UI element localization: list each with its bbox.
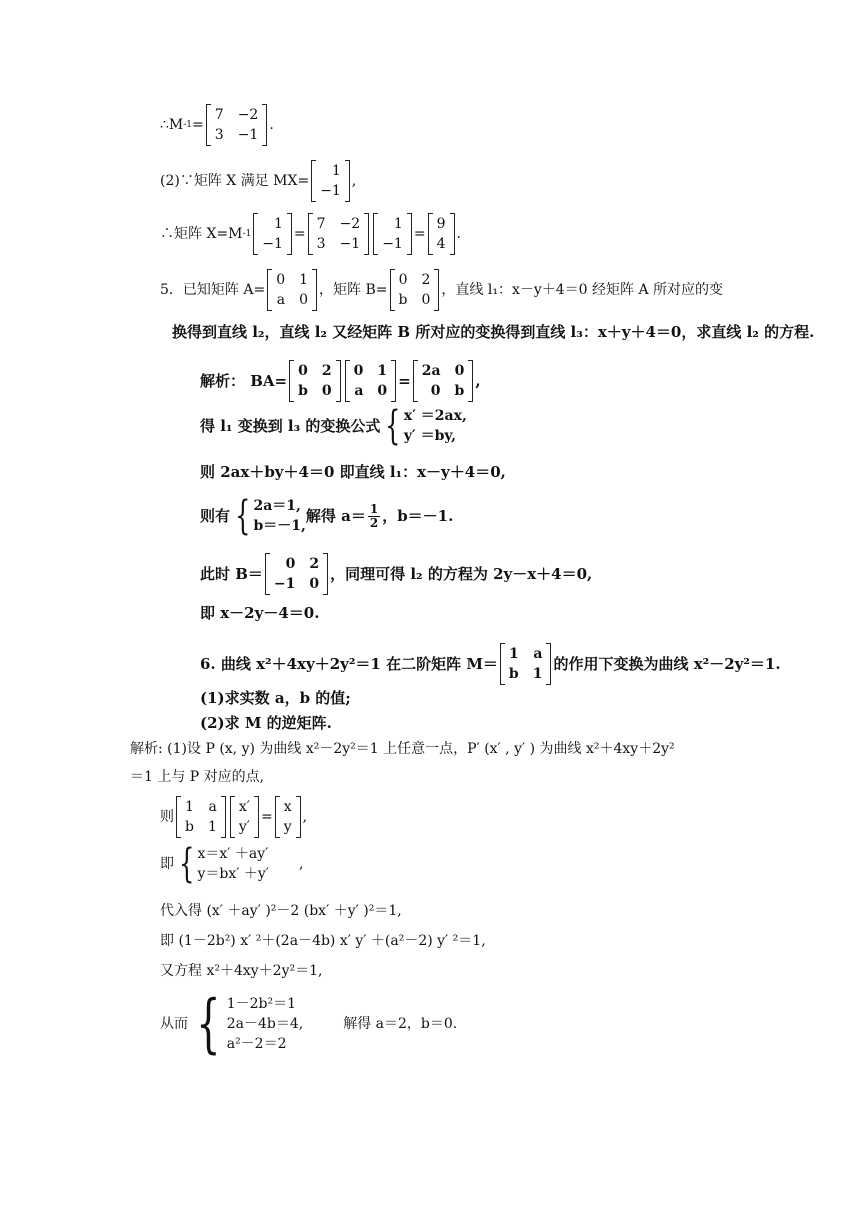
equation-row: 2a－4b＝4,: [226, 1016, 304, 1032]
equation-row: b＝－1,: [253, 518, 306, 534]
matrix-cell: y: [283, 819, 292, 835]
matrix-cell: 2: [321, 363, 332, 379]
problem-5-continued: [172, 323, 814, 341]
text: (2)求 M 的逆矩阵.: [200, 714, 332, 732]
solution-5-b: [200, 553, 592, 595]
matrix-cell: −1: [339, 236, 361, 252]
matrix: [275, 796, 301, 838]
solution-6-original: [160, 962, 322, 980]
solution-5-line: [200, 463, 506, 481]
equation-system: { x＝x′ ＋ay′ y＝bx′ ＋y′: [179, 841, 269, 887]
text: .: [456, 226, 461, 242]
equation-system: { 1－2b²＝1 2a－4b＝4, a²－2＝2: [196, 987, 304, 1061]
matrix-a: [267, 269, 317, 311]
matrix-cell: b: [298, 383, 308, 399]
solution-6-substitute: [160, 902, 402, 920]
matrix-cell: 1: [393, 216, 403, 232]
matrix-cell: a: [208, 799, 217, 815]
problem-6-part2: [200, 714, 332, 732]
text: 即 x－2y－4＝0.: [200, 604, 320, 622]
matrix-cell: 0: [276, 272, 286, 288]
matrix-cell: b: [185, 819, 194, 835]
text: .: [269, 117, 274, 133]
solution-6-intro-cont: [130, 768, 264, 786]
matrix-cell: 1: [331, 163, 341, 179]
text: =: [413, 226, 426, 242]
text: ，同理可得 l₂ 的方程为 2y－x＋4＝0,: [330, 565, 593, 583]
text: 得 l₁ 变换到 l₃ 的变换公式: [200, 417, 381, 435]
text: 6. 曲线 x²＋4xy＋2y²＝1 在二阶矩阵 M＝: [200, 655, 498, 673]
matrix-cell: 2: [421, 272, 431, 288]
matrix-cell: 1: [299, 272, 309, 288]
matrix-cell: −1: [273, 576, 296, 592]
text: ＝1 上与 P 对应的点,: [130, 769, 265, 785]
matrix-cell: 1: [185, 799, 194, 815]
solution-6-system: [160, 841, 304, 887]
text: (1)求实数 a，b 的值;: [200, 689, 351, 707]
matrix-cell: 0: [321, 383, 332, 399]
text: ，b＝－1.: [382, 507, 454, 525]
text: 解得 a＝: [305, 507, 366, 525]
text: 此时 B＝: [200, 565, 263, 583]
text: ,: [351, 173, 357, 189]
text: =: [192, 117, 204, 133]
solution-6-matrix-eq: [160, 796, 307, 838]
text: 换得到直线 l₂，直线 l₂ 又经矩阵 B 所对应的变换得到直线 l₃：x＋y＋4＝0，求直线 l₂ 的方程.: [172, 323, 815, 341]
solution-5-answer: [200, 604, 319, 622]
equation-row: x＝x′ ＋ay′: [197, 846, 269, 862]
problem-6-statement: [200, 643, 781, 685]
solution-6-intro: [130, 740, 675, 758]
text: 解析: (1)设 P (x, y) 为曲线 x²－2y²＝1 上任意一点，P′ (x′ , y′ ) 为曲线 x²＋4xy＋2y²: [130, 741, 675, 757]
matrix-cell: x: [283, 799, 292, 815]
matrix: [373, 213, 412, 255]
problem-6-part1: [200, 689, 351, 707]
matrix: [311, 160, 350, 202]
matrix-cell: 1: [273, 216, 283, 232]
matrix-b: [390, 269, 440, 311]
numerator: 1: [369, 501, 379, 516]
matrix-cell: b: [454, 383, 465, 399]
superscript: -1: [242, 229, 252, 239]
matrix-cell: −1: [237, 127, 259, 143]
matrix-cell: 3: [214, 127, 224, 143]
solution-6-expand: [160, 932, 486, 950]
matrix: [265, 553, 328, 595]
text: ∴矩阵 X=M: [160, 226, 243, 242]
matrix-cell: 0: [421, 292, 431, 308]
matrix-cell: −1: [320, 183, 341, 199]
superscript: -1: [183, 120, 193, 130]
matrix: [345, 360, 397, 402]
matrix-cell: 1: [532, 666, 543, 682]
text: =: [293, 226, 306, 242]
text: 代入得 (x′ ＋ay′ )²－2 (bx′ ＋y′ )²＝1,: [160, 903, 402, 919]
matrix: [428, 213, 455, 255]
text: 解得 a＝2，b＝0.: [343, 1016, 458, 1032]
matrix: [253, 213, 292, 255]
text: 即: [160, 856, 174, 872]
text: 即 (1－2b²) x′ ²＋(2a－4b) x′ y′ ＋(a²－2) y′ ²＝1,: [160, 933, 486, 949]
text: 的作用下变换为曲线 x²－2y²＝1.: [553, 655, 781, 673]
matrix-cell: 3: [316, 236, 326, 252]
solution-6-compare: [160, 987, 458, 1061]
matrix-cell: a: [276, 292, 286, 308]
matrix-cell: 0: [285, 556, 296, 572]
matrix-m: [500, 643, 552, 685]
matrix-cell: 0: [298, 363, 308, 379]
matrix-cell: 0: [353, 363, 364, 379]
text: 则有: [200, 507, 231, 525]
text: ,: [302, 809, 308, 825]
matrix-cell: 0: [398, 272, 408, 288]
matrix-cell: 0: [377, 383, 388, 399]
matrix-cell: a: [354, 383, 364, 399]
text: =: [398, 372, 411, 390]
problem-5-statement: [160, 269, 723, 311]
equation-row: 2a＝1,: [253, 498, 301, 514]
denominator: 2: [369, 515, 379, 530]
matrix: [413, 360, 474, 402]
matrix: [308, 213, 370, 255]
matrix-cell: −1: [262, 236, 283, 252]
matrix-cell: −2: [237, 107, 259, 123]
matrix-cell: x′: [238, 799, 250, 815]
equation-system: { 2a＝1, b＝－1,: [235, 493, 306, 539]
matrix-cell: 9: [436, 216, 446, 232]
text: ，直线 l₁：x－y＋4＝0 经矩阵 A 所对应的变: [441, 282, 724, 298]
text: 5．已知矩阵 A=: [160, 282, 266, 298]
matrix-cell: b: [508, 666, 519, 682]
solution-5-solve: [200, 493, 454, 539]
text: ,: [475, 372, 481, 390]
matrix-cell: 0: [430, 383, 441, 399]
text: 又方程 x²＋4xy＋2y²＝1,: [160, 963, 323, 979]
matrix: [289, 360, 341, 402]
equation-row: a²－2＝2: [226, 1036, 287, 1052]
text: 从而: [160, 1016, 188, 1032]
text: 则 2ax＋by＋4＝0 即直线 l₁：x－y＋4＝0,: [200, 463, 506, 481]
matrix-cell: −1: [382, 236, 403, 252]
equation-row: x′ ＝2ax,: [403, 408, 467, 424]
matrix-cell: b: [398, 292, 408, 308]
text: ，矩阵 B=: [319, 282, 388, 298]
matrix-cell: 0: [299, 292, 309, 308]
line-inverse-result: [160, 104, 274, 146]
matrix-cell: y′: [238, 819, 250, 835]
matrix-cell: 0: [454, 363, 465, 379]
text: ∴M: [160, 117, 184, 133]
equation-row: y＝bx′ ＋y′: [197, 866, 269, 882]
matrix-cell: 7: [214, 107, 224, 123]
text: ,: [298, 856, 304, 872]
matrix: [206, 104, 268, 146]
equation-system: { x′ ＝2ax, y′ ＝by,: [385, 403, 467, 449]
matrix-cell: 4: [436, 236, 446, 252]
matrix-cell: 0: [309, 576, 320, 592]
matrix-cell: a: [533, 646, 543, 662]
solution-5-ba: [200, 360, 481, 402]
equation-row: 1－2b²＝1: [226, 996, 297, 1012]
solution-5-transform: [200, 403, 467, 449]
matrix-cell: 7: [316, 216, 326, 232]
matrix: [230, 796, 259, 838]
matrix-cell: 1: [508, 646, 519, 662]
line-mx-condition: [160, 160, 356, 202]
equation-row: y′ ＝by,: [403, 428, 457, 444]
matrix-cell: 1: [207, 819, 217, 835]
matrix-cell: 2a: [421, 363, 441, 379]
matrix-cell: 2: [309, 556, 320, 572]
text: 则: [160, 809, 174, 825]
text: (2)∵矩阵 X 满足 MX=: [160, 173, 310, 189]
matrix: [176, 796, 226, 838]
text: =: [260, 809, 273, 825]
fraction: [368, 503, 380, 530]
matrix-cell: 1: [377, 363, 388, 379]
text: 解析： BA=: [200, 372, 288, 390]
line-x-solution: [160, 213, 461, 255]
matrix-cell: −2: [339, 216, 361, 232]
